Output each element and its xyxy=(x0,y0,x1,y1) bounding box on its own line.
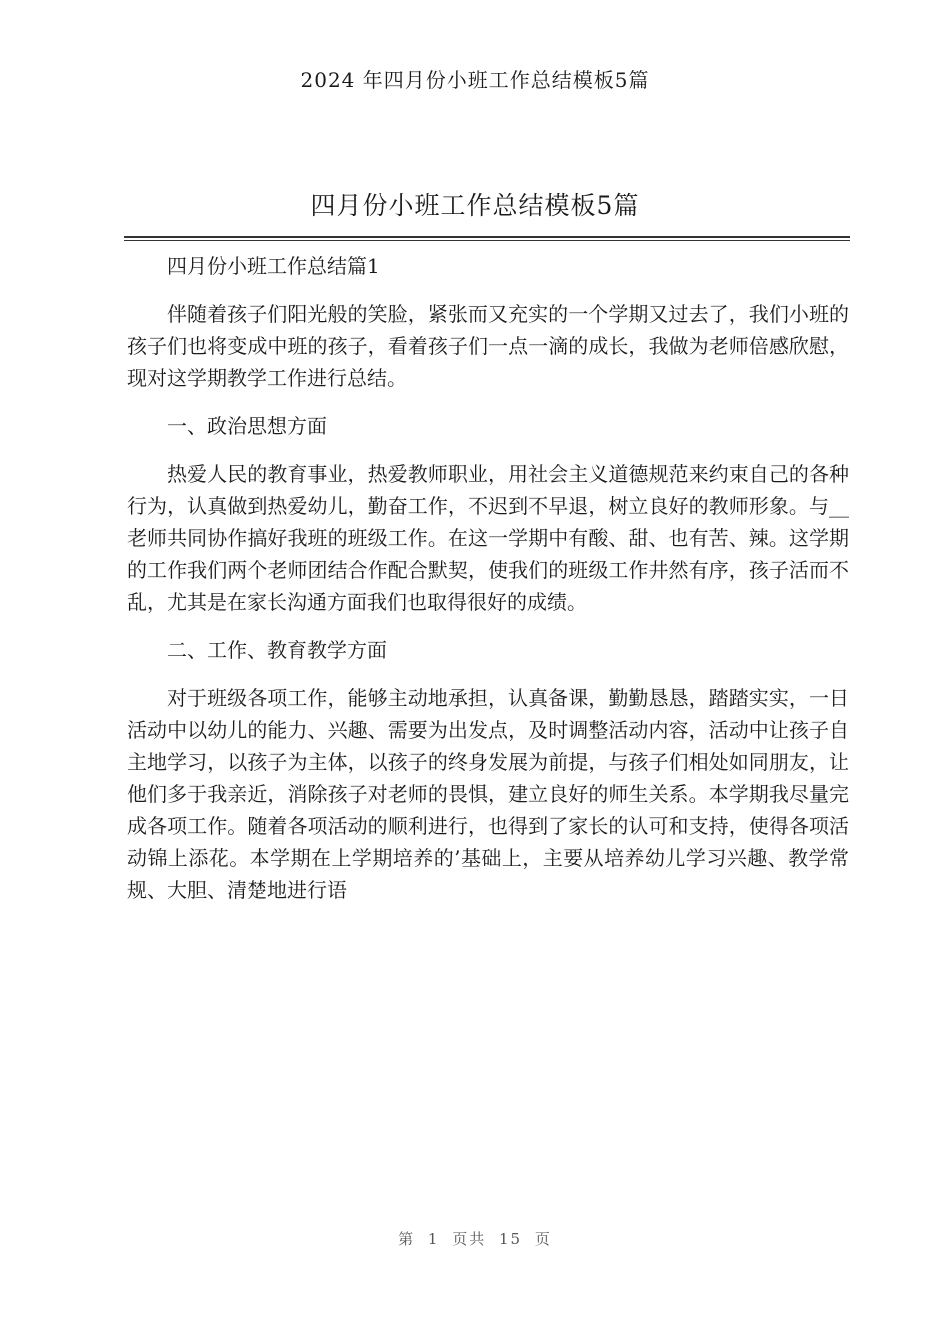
section-heading: 四月份小班工作总结篇1 xyxy=(167,254,380,278)
page-header: 2024 年四月份小班工作总结模板5篇 xyxy=(300,68,650,92)
section-heading: 二、工作、教育教学方面 xyxy=(167,638,387,662)
page-footer: 第 1 页共 15 页 xyxy=(398,1230,552,1248)
body-paragraph: 伴随着孩子们阳光般的笑脸，紧张而又充实的一个学期又过去了，我们小班的孩子们也将变成中班的孩子，看着孩子们一点一滴的成长，我做为老师倍感欣慰，现对这学期教学工作进行总结。 xyxy=(127,302,849,390)
title-divider xyxy=(124,236,850,241)
body-paragraph: 热爱人民的教育事业，热爱教师职业，用社会主义道德规范来约束自己的各种行为，认真做到热爱幼儿，勤奋工作，不迟到不早退，树立良好的教师形象。与__老师共同协作搞好我班的班级工作。在这一学期中有酸、甜、也有苦、辣。这学期的工作我们两个老师团结合作配合默契，使我们的班级工作井然有序，孩子活而不乱，尤其是在家长沟通方面我们也取得很好的成绩。 xyxy=(127,462,849,614)
document-title: 四月份小班工作总结模板5篇 xyxy=(310,191,640,220)
section-heading: 一、政治思想方面 xyxy=(167,414,327,438)
document-body xyxy=(127,250,849,922)
body-paragraph: 对于班级各项工作，能够主动地承担，认真备课，勤勤恳恳，踏踏实实，一日活动中以幼儿的能力、兴趣、需要为出发点，及时调整活动内容，活动中让孩子自主地学习，以孩子为主体，以孩子的终身发展为前提，与孩子们相处如同朋友，让他们多于我亲近，消除孩子对老师的畏惧，建立良好的师生关系。本学期我尽量完成各项工作。随着各项活动的顺利进行，也得到了家长的认可和支持，使得各项活动锦上添花。本学期在上学期培养的’基础上，主要从培养幼儿学习兴趣、教学常规、大胆、清楚地进行语 xyxy=(127,686,849,902)
